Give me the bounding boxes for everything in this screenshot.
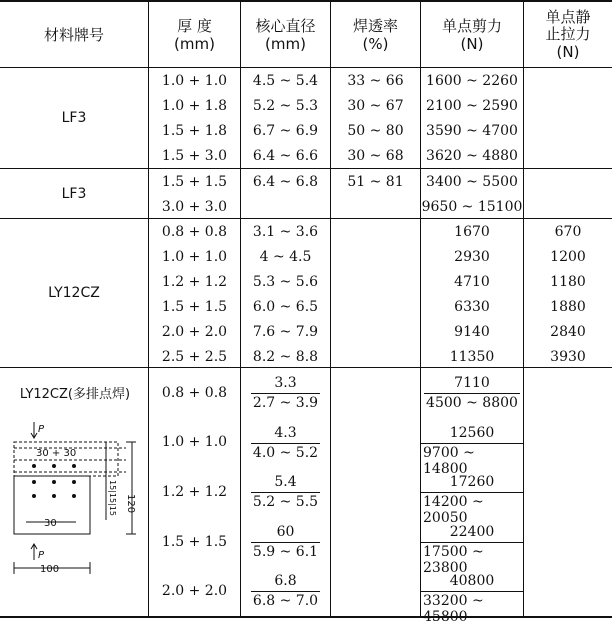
load-label-bottom: P [38,550,45,561]
spacing-label: 30 + 30 [36,448,77,459]
cell-thickness: 1.5 + 1.8 [161,122,228,139]
spot-weld-specimen-diagram [6,420,146,580]
weld-spot [72,480,76,484]
cell-thickness: 1.5 + 1.5 [161,173,228,190]
header-shear [421,2,523,67]
header-thickness-label: 厚 度 [177,16,212,35]
cell-thickness: 1.0 + 1.8 [161,97,228,114]
cell-thickness: 1.5 + 3.0 [161,147,228,164]
cell-core: 7.6 ~ 7.9 [252,323,319,340]
material-group-2: LF3 [61,185,87,202]
header-penetration-unit: (%) [362,34,389,53]
cell-shear: 3590 ~ 4700 [426,122,518,139]
cell-static: 670 [554,223,582,240]
cell-core: 6.7 ~ 6.9 [252,122,319,139]
cell-core: 6.0 ~ 6.5 [252,298,319,315]
fraction-core [241,425,330,461]
weld-spot [52,494,56,498]
weld-spot [72,494,76,498]
fraction-range: 6.8 ~ 7.0 [252,593,319,610]
cell-shear: 4710 [454,273,490,290]
header-static-unit: (N) [556,42,580,61]
width-label: 100 [40,564,60,575]
fraction-range: 14200 ~ 20050 [421,492,523,526]
fraction-range: 4500 ~ 8800 [426,395,518,411]
cell-thickness: 1.0 + 1.0 [161,248,228,265]
fraction-mean: 60 [276,523,295,540]
header-core-unit: (mm) [265,34,306,53]
fraction-core [241,573,330,609]
cell-core: 5.3 ~ 5.6 [252,273,319,290]
fraction-range: 9700 ~ 14800 [421,443,523,477]
cell-core: 6.4 ~ 6.8 [252,173,319,190]
cell-pen: 51 ~ 81 [347,173,404,190]
weld-spot [32,494,36,498]
header-thickness-unit: (mm) [174,34,215,53]
cell-thickness: 1.0 + 1.0 [161,434,228,451]
cell-thickness: 1.2 + 1.2 [161,273,228,290]
header-shear-label: 单点剪力 [441,16,502,35]
fraction-core [241,375,330,411]
height-label: 120 [125,494,136,514]
cell-shear: 2930 [454,248,490,265]
header-static [524,2,612,67]
fraction-range: 33200 ~ 45800 [421,591,523,625]
fraction-range: 2.7 ~ 3.9 [252,395,319,411]
cell-pen: 30 ~ 68 [347,147,404,164]
fraction-core [241,524,330,560]
cell-shear: 9140 [454,323,490,340]
cell-static: 2840 [550,323,586,340]
cell-core: 4.5 ~ 5.4 [252,72,319,89]
cell-thickness: 0.8 + 0.8 [161,384,228,401]
header-thickness [149,2,240,67]
cell-core: 5.2 ~ 5.3 [252,97,319,114]
fraction-shear [421,573,523,625]
weld-spot [52,480,56,484]
cell-core: 6.4 ~ 6.6 [252,147,319,164]
cell-thickness: 2.5 + 2.5 [161,348,228,365]
fraction-mean: 40800 [449,573,495,590]
cell-pen: 50 ~ 80 [347,122,404,139]
cell-static: 1200 [550,248,586,265]
cell-thickness: 1.2 + 1.2 [161,483,228,500]
cell-static: 1880 [550,298,586,315]
fraction-range: 4.0 ~ 5.2 [252,444,319,461]
fraction-mean: 5.4 [274,474,297,491]
cell-static: 3930 [550,348,586,365]
material-group-1: LF3 [61,110,87,126]
fraction-shear [421,425,523,477]
header-core-label: 核心直径 [255,16,316,35]
row-spacing-label: 15|15|15 [108,480,117,516]
fraction-range: 5.2 ~ 5.5 [252,494,319,511]
cell-core: 4 ~ 4.5 [259,248,312,265]
cell-thickness: 0.8 + 0.8 [161,223,228,240]
fraction-shear [421,524,523,576]
header-material: 材料牌号 [43,25,104,44]
cell-static: 1180 [550,273,586,290]
fraction-mean: 6.8 [274,573,297,590]
header-core [241,2,330,67]
header-penetration [331,2,420,67]
cell-thickness: 1.5 + 1.5 [161,298,228,315]
weld-spot [72,464,76,468]
fraction-range: 5.9 ~ 6.1 [252,543,319,560]
pitch-label: 30 [44,518,57,529]
weld-spot [32,464,36,468]
cell-thickness: 3.0 + 3.0 [161,198,228,215]
cell-pen: 30 ~ 67 [347,97,404,114]
header-static-label: 单点静止拉力 [545,7,591,43]
cell-shear: 1600 ~ 2260 [426,72,518,89]
weld-spot [52,464,56,468]
cell-core: 8.2 ~ 8.8 [252,348,319,365]
cell-thickness: 1.5 + 1.5 [161,533,228,550]
fraction-mean: 12560 [449,424,495,441]
fraction-range: 17500 ~ 23800 [421,542,523,576]
fraction-mean: 17260 [449,474,495,491]
cell-thickness: 2.0 + 2.0 [161,583,228,600]
load-label-top: P [38,424,45,435]
weld-spot [32,480,36,484]
cell-thickness: 2.0 + 2.0 [161,323,228,340]
cell-shear: 3620 ~ 4880 [426,147,518,164]
material-group-3: LY12CZ [48,285,100,301]
header-penetration-label: 焊透率 [352,16,398,35]
cell-shear: 1670 [454,223,490,240]
fraction-core [241,474,330,510]
fraction-mean: 22400 [449,523,495,540]
cell-shear: 2100 ~ 2590 [426,97,518,114]
cell-thickness: 1.0 + 1.0 [161,72,228,89]
fraction-shear [421,474,523,526]
cell-core: 3.1 ~ 3.6 [252,223,319,240]
cell-shear: 6330 [454,298,490,315]
fraction-shear [421,375,523,411]
cell-shear: 9650 ~ 15100 [421,198,523,215]
fraction-mean: 7110 [454,375,490,391]
fraction-mean: 3.3 [274,375,297,391]
material-group-4: LY12CZ(多排点焊) [19,387,131,402]
cell-shear: 3400 ~ 5500 [426,173,518,190]
cell-shear: 11350 [449,348,495,365]
header-shear-unit: (N) [460,34,484,53]
fraction-mean: 4.3 [274,424,297,441]
cell-pen: 33 ~ 66 [347,72,404,89]
